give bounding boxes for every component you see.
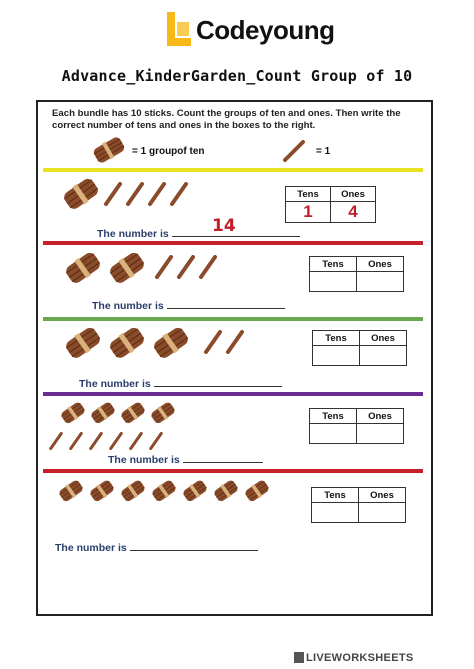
tens-ones-table xyxy=(309,256,404,292)
bundle-of-ten-icon xyxy=(244,480,270,502)
tens-header: Tens xyxy=(312,488,359,503)
ones-header: Ones xyxy=(331,187,376,202)
single-stick-icon xyxy=(128,432,144,450)
number-answer-value: 14 xyxy=(212,216,236,236)
bundle-of-ten-icon xyxy=(152,327,190,359)
single-stick-icon xyxy=(103,182,123,206)
ones-input[interactable] xyxy=(360,346,407,366)
number-answer-blank[interactable] xyxy=(167,298,285,309)
bundle-of-ten-icon xyxy=(64,252,102,284)
bundle-of-ten-icon xyxy=(108,327,146,359)
ones-header: Ones xyxy=(357,409,404,424)
number-answer-blank[interactable] xyxy=(183,452,263,463)
ones-input[interactable] xyxy=(357,272,404,292)
number-is-label: The number is xyxy=(108,454,180,466)
number-is-label: The number is xyxy=(92,300,164,312)
single-stick-icon xyxy=(88,432,104,450)
tens-input[interactable]: 1 xyxy=(286,202,331,223)
bundle-of-ten-icon xyxy=(60,402,86,424)
tens-header: Tens xyxy=(310,409,357,424)
footer-brand: LIVEWORKSHEETS xyxy=(306,652,414,664)
worksheet-title: Advance_KinderGarden_Count Group of 10 xyxy=(61,67,413,85)
ones-input[interactable] xyxy=(357,424,404,444)
single-stick-icon xyxy=(198,255,218,279)
ones-input[interactable]: 4 xyxy=(331,202,376,223)
separator-green xyxy=(43,317,423,321)
tens-input[interactable] xyxy=(313,346,360,366)
tens-input[interactable] xyxy=(310,424,357,444)
number-answer-blank[interactable] xyxy=(130,540,258,551)
bundle-of-ten-icon xyxy=(120,402,146,424)
stick-legend-label: = 1 xyxy=(316,146,331,157)
separator-purple xyxy=(43,392,423,396)
bundle-of-ten-icon xyxy=(150,402,176,424)
separator-red-2 xyxy=(43,469,423,473)
number-is-line xyxy=(92,298,285,312)
tens-ones-table xyxy=(285,186,376,223)
single-stick-icon xyxy=(108,432,124,450)
bundle-of-ten-icon xyxy=(62,178,100,210)
bundle-of-ten-icon xyxy=(108,252,146,284)
bundle-of-ten-icon xyxy=(182,480,208,502)
tens-ones-table xyxy=(309,408,404,444)
number-is-label: The number is xyxy=(97,228,169,240)
brand-name: Codeyoung xyxy=(196,15,335,45)
tens-input[interactable] xyxy=(310,272,357,292)
ones-input[interactable] xyxy=(359,503,406,523)
separator-red xyxy=(43,241,423,245)
single-stick-icon xyxy=(203,330,223,354)
bundle-of-ten-icon xyxy=(90,402,116,424)
bundle-legend-label: = 1 groupof ten xyxy=(132,146,205,157)
single-stick-icon xyxy=(125,182,145,206)
single-stick-icon xyxy=(176,255,196,279)
number-answer-blank[interactable] xyxy=(154,376,282,387)
single-stick-icon xyxy=(68,432,84,450)
number-is-line xyxy=(55,540,258,554)
number-is-label: The number is xyxy=(79,378,151,390)
tens-ones-table xyxy=(312,330,407,366)
bundle-legend-icon xyxy=(92,137,126,163)
number-is-label: The number is xyxy=(55,542,127,554)
number-is-line xyxy=(97,226,300,240)
stick-legend-icon xyxy=(282,140,306,162)
single-stick-icon xyxy=(48,432,64,450)
bundle-of-ten-icon xyxy=(151,480,177,502)
tens-ones-table xyxy=(311,487,406,523)
bundle-of-ten-icon xyxy=(89,480,115,502)
bundle-of-ten-icon xyxy=(64,327,102,359)
number-is-line xyxy=(79,376,282,390)
single-stick-icon xyxy=(169,182,189,206)
number-is-line xyxy=(108,452,263,466)
ones-header: Ones xyxy=(360,331,407,346)
bundle-of-ten-icon xyxy=(58,480,84,502)
tens-header: Tens xyxy=(286,187,331,202)
tens-input[interactable] xyxy=(312,503,359,523)
bundle-of-ten-icon xyxy=(120,480,146,502)
single-stick-icon xyxy=(148,432,164,450)
liveworksheets-logo-icon xyxy=(294,652,304,663)
instructions-text: Each bundle has 10 sticks. Count the groups of ten and ones. Then write the correct number of tens and ones in the boxes to the right. xyxy=(52,108,401,131)
tens-header: Tens xyxy=(310,257,357,272)
single-stick-icon xyxy=(147,182,167,206)
ones-header: Ones xyxy=(359,488,406,503)
bundle-of-ten-icon xyxy=(213,480,239,502)
ones-header: Ones xyxy=(357,257,404,272)
single-stick-icon xyxy=(225,330,245,354)
tens-header: Tens xyxy=(313,331,360,346)
single-stick-icon xyxy=(154,255,174,279)
separator-yellow xyxy=(43,168,423,172)
